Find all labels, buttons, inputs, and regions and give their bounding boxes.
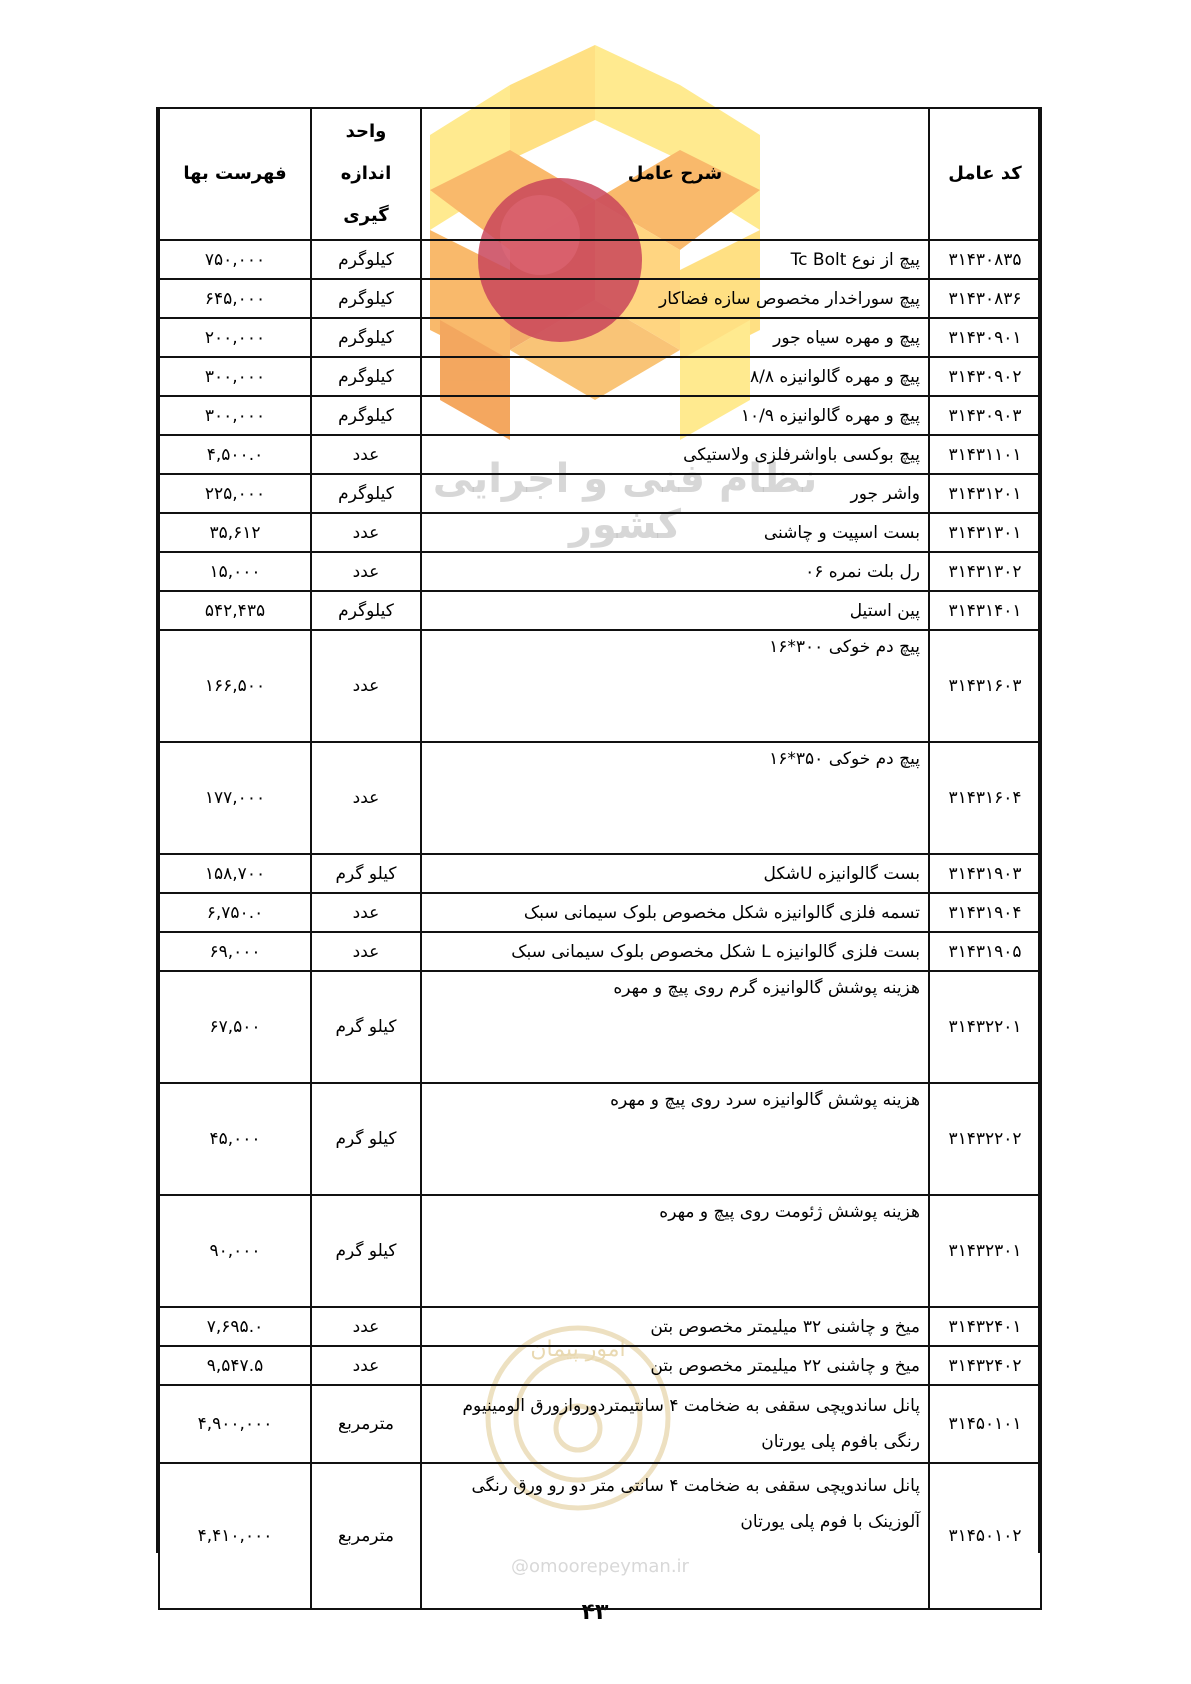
- item-unit: عدد: [311, 1307, 421, 1346]
- item-code: ۳۱۴۳۱۳۰۲: [929, 552, 1041, 591]
- item-description: پانل ساندویچی سقفی به ضخامت ۴ سانتی متر دو رو ورق رنگی آلوزینک با فوم پلی یورتان: [421, 1463, 929, 1609]
- watermark-url: @omoorepeyman.ir: [511, 1556, 689, 1577]
- seal-text: امور پیمان: [530, 1337, 626, 1362]
- item-unit: عدد: [311, 932, 421, 971]
- page-number: ۴۳: [581, 1600, 609, 1625]
- table-row: [159, 1307, 1041, 1346]
- item-description: پیچ دم خوکی ۳۵۰*۱۶: [421, 742, 929, 854]
- item-unit: کیلوگرم: [311, 591, 421, 630]
- item-code: ۳۱۴۳۰۸۳۶: [929, 279, 1041, 318]
- item-unit: کیلوگرم: [311, 357, 421, 396]
- item-code: ۳۱۴۳۰۹۰۳: [929, 396, 1041, 435]
- item-unit: کیلوگرم: [311, 240, 421, 279]
- table-row: [159, 513, 1041, 552]
- item-description: واشر جور: [421, 474, 929, 513]
- item-price: ۱۵۸,۷۰۰: [159, 854, 311, 893]
- item-code: ۳۱۴۳۰۹۰۱: [929, 318, 1041, 357]
- item-code: ۳۱۴۳۱۲۰۱: [929, 474, 1041, 513]
- item-code: ۳۱۴۳۱۴۰۱: [929, 591, 1041, 630]
- item-code: ۳۱۴۳۱۳۰۱: [929, 513, 1041, 552]
- item-code: ۳۱۴۳۲۲۰۲: [929, 1083, 1041, 1195]
- item-unit: عدد: [311, 630, 421, 742]
- item-description: رل بلت نمره ۰۶: [421, 552, 929, 591]
- table-row: [159, 474, 1041, 513]
- item-unit: کیلوگرم: [311, 279, 421, 318]
- item-unit: کیلو گرم: [311, 854, 421, 893]
- item-code: ۳۱۴۳۰۹۰۲: [929, 357, 1041, 396]
- item-unit: کیلوگرم: [311, 396, 421, 435]
- item-description: پین استیل: [421, 591, 929, 630]
- table-row: [159, 1083, 1041, 1195]
- item-unit: مترمربع: [311, 1463, 421, 1609]
- item-description: پانل ساندویچی سقفی به ضخامت ۴ سانتیمتردورواز‌ورق الومینیوم رنگی بافوم پلی یورتان: [421, 1385, 929, 1463]
- item-price: ۶,۷۵۰.۰: [159, 893, 311, 932]
- table-row: [159, 1385, 1041, 1463]
- item-code: ۳۱۴۳۲۳۰۱: [929, 1195, 1041, 1307]
- item-description: تسمه فلزی گالوانیزه شکل مخصوص بلوک سیمانی سبک: [421, 893, 929, 932]
- item-unit: مترمربع: [311, 1385, 421, 1463]
- item-code: ۳۱۴۳۲۲۰۱: [929, 971, 1041, 1083]
- item-description: پیچ از نوع Tc Bolt: [421, 240, 929, 279]
- item-unit: کیلو گرم: [311, 971, 421, 1083]
- item-description: هزینه پوشش گالوانیزه گرم روی پیچ و مهره: [421, 971, 929, 1083]
- header-description: شرح عامل: [421, 108, 929, 240]
- item-unit: عدد: [311, 742, 421, 854]
- item-price: ۷,۶۹۵.۰: [159, 1307, 311, 1346]
- header-price: فهرست بها: [159, 108, 311, 240]
- item-code: ۳۱۴۳۱۶۰۴: [929, 742, 1041, 854]
- item-price: ۹,۵۴۷.۵: [159, 1346, 311, 1385]
- item-price: ۲۰۰,۰۰۰: [159, 318, 311, 357]
- item-price: ۶۹,۰۰۰: [159, 932, 311, 971]
- item-price: ۵۴۲,۴۳۵: [159, 591, 311, 630]
- item-description: هزینه پوشش گالوانیزه سرد روی پیچ و مهره: [421, 1083, 929, 1195]
- item-price: ۳۰۰,۰۰۰: [159, 396, 311, 435]
- item-price: ۶۴۵,۰۰۰: [159, 279, 311, 318]
- item-code: ۳۱۴۵۰۱۰۱: [929, 1385, 1041, 1463]
- table-row: [159, 591, 1041, 630]
- item-description: پیچ بوکسی باواشرفلزی ولاستیکی: [421, 435, 929, 474]
- table-row: [159, 630, 1041, 742]
- item-price: ۲۲۵,۰۰۰: [159, 474, 311, 513]
- item-price: ۶۷,۵۰۰: [159, 971, 311, 1083]
- item-code: ۳۱۴۳۱۱۰۱: [929, 435, 1041, 474]
- item-description: میخ و چاشنی ۳۲ میلیمتر مخصوص بتن: [421, 1307, 929, 1346]
- item-description: پیچ سوراخدار مخصوص سازه فضاکار: [421, 279, 929, 318]
- item-price: ۴۵,۰۰۰: [159, 1083, 311, 1195]
- item-price: ۱۶۶,۵۰۰: [159, 630, 311, 742]
- item-code: ۳۱۴۳۲۴۰۲: [929, 1346, 1041, 1385]
- table-row: [159, 1346, 1041, 1385]
- table-row: [159, 318, 1041, 357]
- item-code: ۳۱۴۳۱۹۰۵: [929, 932, 1041, 971]
- header-code: کد عامل: [929, 108, 1041, 240]
- item-price: ۳۰۰,۰۰۰: [159, 357, 311, 396]
- table-row: [159, 893, 1041, 932]
- item-unit: کیلو گرم: [311, 1083, 421, 1195]
- item-code: ۳۱۴۳۲۴۰۱: [929, 1307, 1041, 1346]
- item-code: ۳۱۴۳۱۹۰۴: [929, 893, 1041, 932]
- item-description: پیچ و مهره سیاه جور: [421, 318, 929, 357]
- item-price: ۴,۵۰۰.۰: [159, 435, 311, 474]
- item-price: ۹۰,۰۰۰: [159, 1195, 311, 1307]
- table-row: [159, 357, 1041, 396]
- item-description: پیچ دم خوکی ۳۰۰*۱۶: [421, 630, 929, 742]
- table-row: [159, 854, 1041, 893]
- item-description: هزینه پوشش ژئومت روی پیچ و مهره: [421, 1195, 929, 1307]
- item-price: ۴,۴۱۰,۰۰۰: [159, 1463, 311, 1609]
- table-row: [159, 396, 1041, 435]
- table-row: [159, 435, 1041, 474]
- item-unit: عدد: [311, 1346, 421, 1385]
- table-left-border: [156, 107, 159, 1553]
- table-row: [159, 932, 1041, 971]
- item-unit: کیلوگرم: [311, 318, 421, 357]
- item-description: پیچ و مهره گالوانیزه ۸/۸: [421, 357, 929, 396]
- table-row: [159, 742, 1041, 854]
- item-price: ۱۵,۰۰۰: [159, 552, 311, 591]
- item-description: میخ و چاشنی ۲۲ میلیمتر مخصوص بتن: [421, 1346, 929, 1385]
- item-code: ۳۱۴۳۰۸۳۵: [929, 240, 1041, 279]
- item-code: ۳۱۴۵۰۱۰۲: [929, 1463, 1041, 1609]
- item-unit: عدد: [311, 893, 421, 932]
- header-unit: واحد اندازه گیری: [311, 108, 421, 240]
- item-description: پیچ و مهره گالوانیزه ۱۰/۹: [421, 396, 929, 435]
- item-description: بست اسپیت و چاشنی: [421, 513, 929, 552]
- item-price: ۱۷۷,۰۰۰: [159, 742, 311, 854]
- item-unit: عدد: [311, 552, 421, 591]
- item-price: ۴,۹۰۰,۰۰۰: [159, 1385, 311, 1463]
- price-list-table: [158, 107, 1042, 1610]
- table-header-row: [159, 108, 1041, 240]
- item-unit: عدد: [311, 513, 421, 552]
- table-row: [159, 240, 1041, 279]
- watermark-text: نظام فنی و اجرایی کشور: [432, 456, 818, 548]
- table-row: [159, 1463, 1041, 1609]
- table-row: [159, 1195, 1041, 1307]
- item-code: ۳۱۴۳۱۶۰۳: [929, 630, 1041, 742]
- item-code: ۳۱۴۳۱۹۰۳: [929, 854, 1041, 893]
- item-price: ۷۵۰,۰۰۰: [159, 240, 311, 279]
- item-unit: کیلو گرم: [311, 1195, 421, 1307]
- table-right-border: [1038, 107, 1041, 1553]
- item-price: ۳۵,۶۱۲: [159, 513, 311, 552]
- item-unit: کیلوگرم: [311, 474, 421, 513]
- item-description: بست گالوانیزه Uشکل: [421, 854, 929, 893]
- item-description: بست فلزی گالوانیزه L شکل مخصوص بلوک سیمانی سبک: [421, 932, 929, 971]
- item-unit: عدد: [311, 435, 421, 474]
- table-row: [159, 971, 1041, 1083]
- table-row: [159, 552, 1041, 591]
- table-row: [159, 279, 1041, 318]
